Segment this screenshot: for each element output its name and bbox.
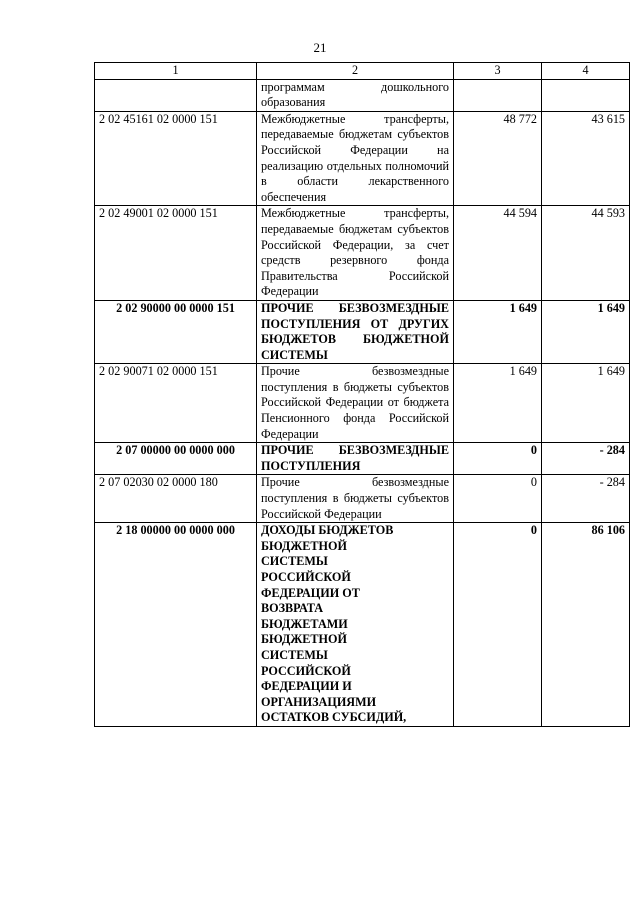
- row-value-col4: - 284: [542, 475, 630, 523]
- table-row: [95, 523, 630, 727]
- description-line: ОСТАТКОВ СУБСИДИЙ,: [261, 710, 407, 725]
- row-value-col3: 0: [454, 475, 542, 523]
- row-value-col4: 43 615: [542, 111, 630, 206]
- row-value-col3: [454, 79, 542, 111]
- row-description: ПРОЧИЕ БЕЗВОЗМЕЗДНЫЕ ПОСТУПЛЕНИЯ ОТ ДРУГИХ БЮДЖЕТОВ БЮДЖЕТНОЙ СИСТЕМЫ: [257, 300, 454, 363]
- table-row: [95, 364, 630, 443]
- row-code: 2 02 45161 02 0000 151: [95, 111, 257, 206]
- table-row: [95, 111, 630, 206]
- row-code: 2 02 90071 02 0000 151: [95, 364, 257, 443]
- row-value-col3: 44 594: [454, 206, 542, 301]
- row-value-col4: 1 649: [542, 364, 630, 443]
- page-number: 21: [313, 40, 327, 55]
- description-line: БЮДЖЕТНОЙ: [261, 632, 347, 647]
- table-row: [95, 475, 630, 523]
- row-description: Межбюджетные трансферты, передаваемые бюджетам субъектов Российской Федерации, за счет средств резервного фонда Правительства Российской Федерации: [257, 206, 454, 301]
- row-value-col3: 48 772: [454, 111, 542, 206]
- table-row: [95, 300, 630, 363]
- row-value-col4: 86 106: [542, 523, 630, 727]
- description-line: БЮДЖЕТНОЙ: [261, 538, 347, 553]
- row-description: ПРОЧИЕ БЕЗВОЗМЕЗДНЫЕ ПОСТУПЛЕНИЯ: [257, 443, 454, 475]
- description-line: БЮДЖЕТАМИ: [261, 616, 348, 631]
- column-header-2: 2: [257, 63, 454, 80]
- row-code: 2 18 00000 00 0000 000: [95, 523, 257, 727]
- description-line: ВОЗВРАТА: [261, 601, 324, 616]
- row-value-col3: 1 649: [454, 300, 542, 363]
- row-code: 2 07 02030 02 0000 180: [95, 475, 257, 523]
- description-line: ФЕДЕРАЦИИ И: [261, 679, 352, 694]
- row-value-col3: 1 649: [454, 364, 542, 443]
- description-line: РОССИЙСКОЙ: [261, 570, 351, 584]
- budget-table: [94, 62, 630, 727]
- description-line: СИСТЕМЫ: [261, 647, 328, 662]
- row-code: 2 02 49001 02 0000 151: [95, 206, 257, 301]
- row-description: Межбюджетные трансферты, передаваемые бюджетам субъектов Российской Федерации на реализацию отдельных полномочий в области лекарственного обеспечения: [257, 111, 454, 206]
- row-description: Прочие безвозмездные поступления в бюджеты субъектов Российской Федерации: [257, 475, 454, 523]
- column-header-3: 3: [454, 63, 542, 80]
- table-row: [95, 443, 630, 475]
- row-code: 2 07 00000 00 0000 000: [95, 443, 257, 475]
- description-line: РОССИЙСКОЙ: [261, 663, 351, 678]
- row-value-col4: 1 649: [542, 300, 630, 363]
- row-description: программам дошкольного образования: [257, 79, 454, 111]
- row-value-col4: [542, 79, 630, 111]
- row-value-col4: - 284: [542, 443, 630, 475]
- description-line: ДОХОДЫ БЮДЖЕТОВ: [261, 523, 394, 538]
- table-header-row: [95, 63, 630, 80]
- row-value-col4: 44 593: [542, 206, 630, 301]
- description-line: ФЕДЕРАЦИИ ОТ: [261, 585, 360, 600]
- row-value-col3: 0: [454, 443, 542, 475]
- table-row: [95, 79, 630, 111]
- row-value-col3: 0: [454, 523, 542, 727]
- description-line: ОРГАНИЗАЦИЯМИ: [261, 694, 377, 709]
- table-row: [95, 206, 630, 301]
- column-header-1: 1: [95, 63, 257, 80]
- row-description: Прочие безвозмездные поступления в бюджеты субъектов Российской Федерации от бюджета Пенсионного фонда Российской Федерации: [257, 364, 454, 443]
- description-line: СИСТЕМЫ: [261, 554, 328, 569]
- column-header-4: 4: [542, 63, 630, 80]
- row-code: 2 02 90000 00 0000 151: [95, 300, 257, 363]
- row-description: [257, 523, 454, 727]
- row-code: [95, 79, 257, 111]
